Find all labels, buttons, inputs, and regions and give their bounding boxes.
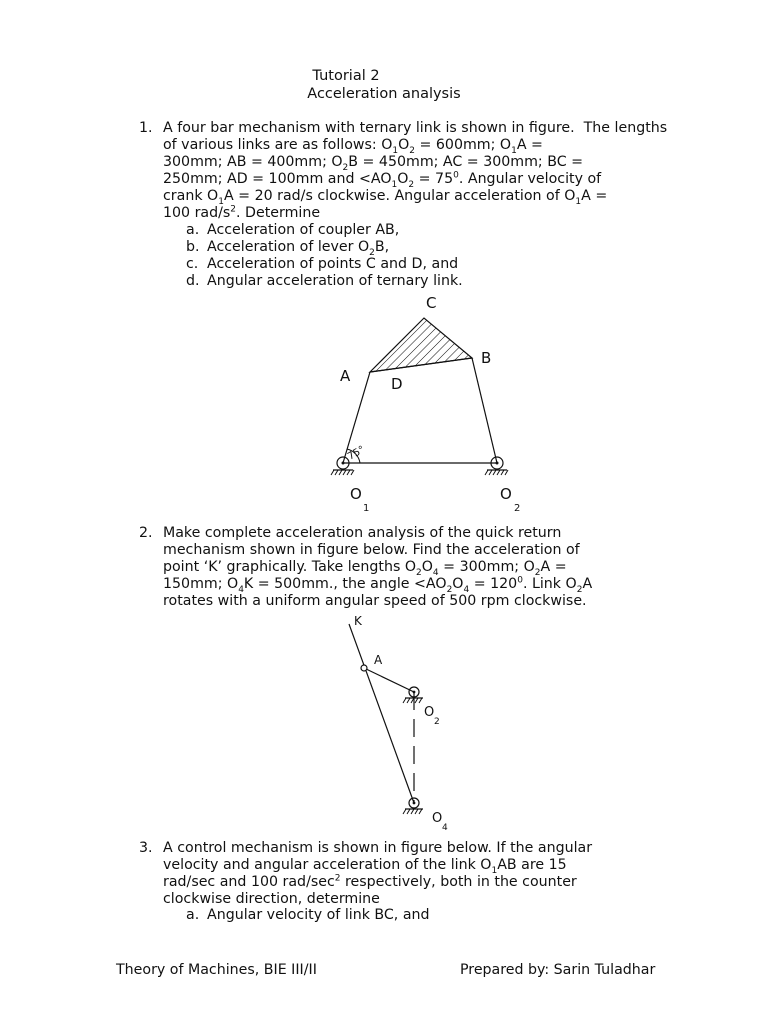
label-o4-sub: 4 [442,823,448,833]
page-subtitle: Acceleration analysis [307,86,461,102]
label-o2-sub: 2 [434,717,440,727]
label-o2: O [500,485,512,503]
question-text: A control mechanism is shown in figure below. If the angular velocity and angular acceleration of the link $O_1AB$ are 15 rad/sec and 100 rad/$\sec^2$ respectively, both in the counter clockwise direction, determine [163,840,593,908]
question-number: 3. [139,840,153,856]
label-k: K [354,614,362,628]
label-d: D [391,375,403,393]
label-o4: O [432,811,443,826]
label-o1-sub: 1 [363,503,370,514]
list-item: c. Acceleration of points C and D, and [186,256,459,272]
list-item: a. Angular velocity of link BC, and [186,907,430,923]
label-a: A [374,653,383,667]
pivot-o2 [403,687,423,703]
label-a: A [340,367,351,385]
quick-return-mechanism-figure [340,612,460,837]
footer-course: Theory of Machines, BIE III/II [116,962,317,978]
list-item: d. Angular acceleration of ternary link. [186,273,463,289]
question-2 [139,525,683,610]
slider-a [361,665,367,671]
question-1 [139,120,683,223]
list-item: b. Acceleration of lever $O_2B$, [186,239,390,258]
question-number: 1. [139,120,153,136]
label-b: B [481,349,492,367]
lever-link [472,358,497,463]
angle-label: 75° [346,444,367,463]
page-title: Tutorial 2 [312,68,380,84]
label-o2: O [424,705,435,720]
question-3 [139,840,683,908]
question-text: A four bar mechanism with ternary link is shown in figure. The lengths of various links are as follows: $O_1O_2 = 600mm$; $O_1A$ = 300mm; AB = 400mm; $O_2B = 450mm$; AC = 300mm; BC = 250mm; AD = 100mm and $<AO_1O_2 = 75^0$. Angular velocity of crank $O_1A = 20$ rad/s clockwise. Angular acceleration of $O_1A$ = 100 rad/$s^2$. Determine [163,120,668,222]
footer-author: Prepared by: Sarin Tuladhar [460,962,656,978]
crank-o2a [364,668,414,692]
label-o1: O [350,485,362,503]
four-bar-mechanism-figure [320,290,540,520]
slotted-lever [349,624,414,803]
label-c: C [426,294,437,312]
ternary-link [370,318,472,372]
list-item: a. Acceleration of coupler AB, [186,222,400,238]
question-number: 2. [139,525,153,541]
question-text: Make complete acceleration analysis of the quick return mechanism shown in figure below. Find the acceleration of point ‘K’ graphically. Take lengths $O_2O_4 = 300mm$; $O_2A$ = 150mm; $O_4K = 500mm$., the angle $<AO_2O_4 = 120^0$. Link $O_2A$ rotates with a uniform angular speed of 500 rpm clockwise. [163,525,593,610]
label-o2-sub: 2 [514,503,521,514]
